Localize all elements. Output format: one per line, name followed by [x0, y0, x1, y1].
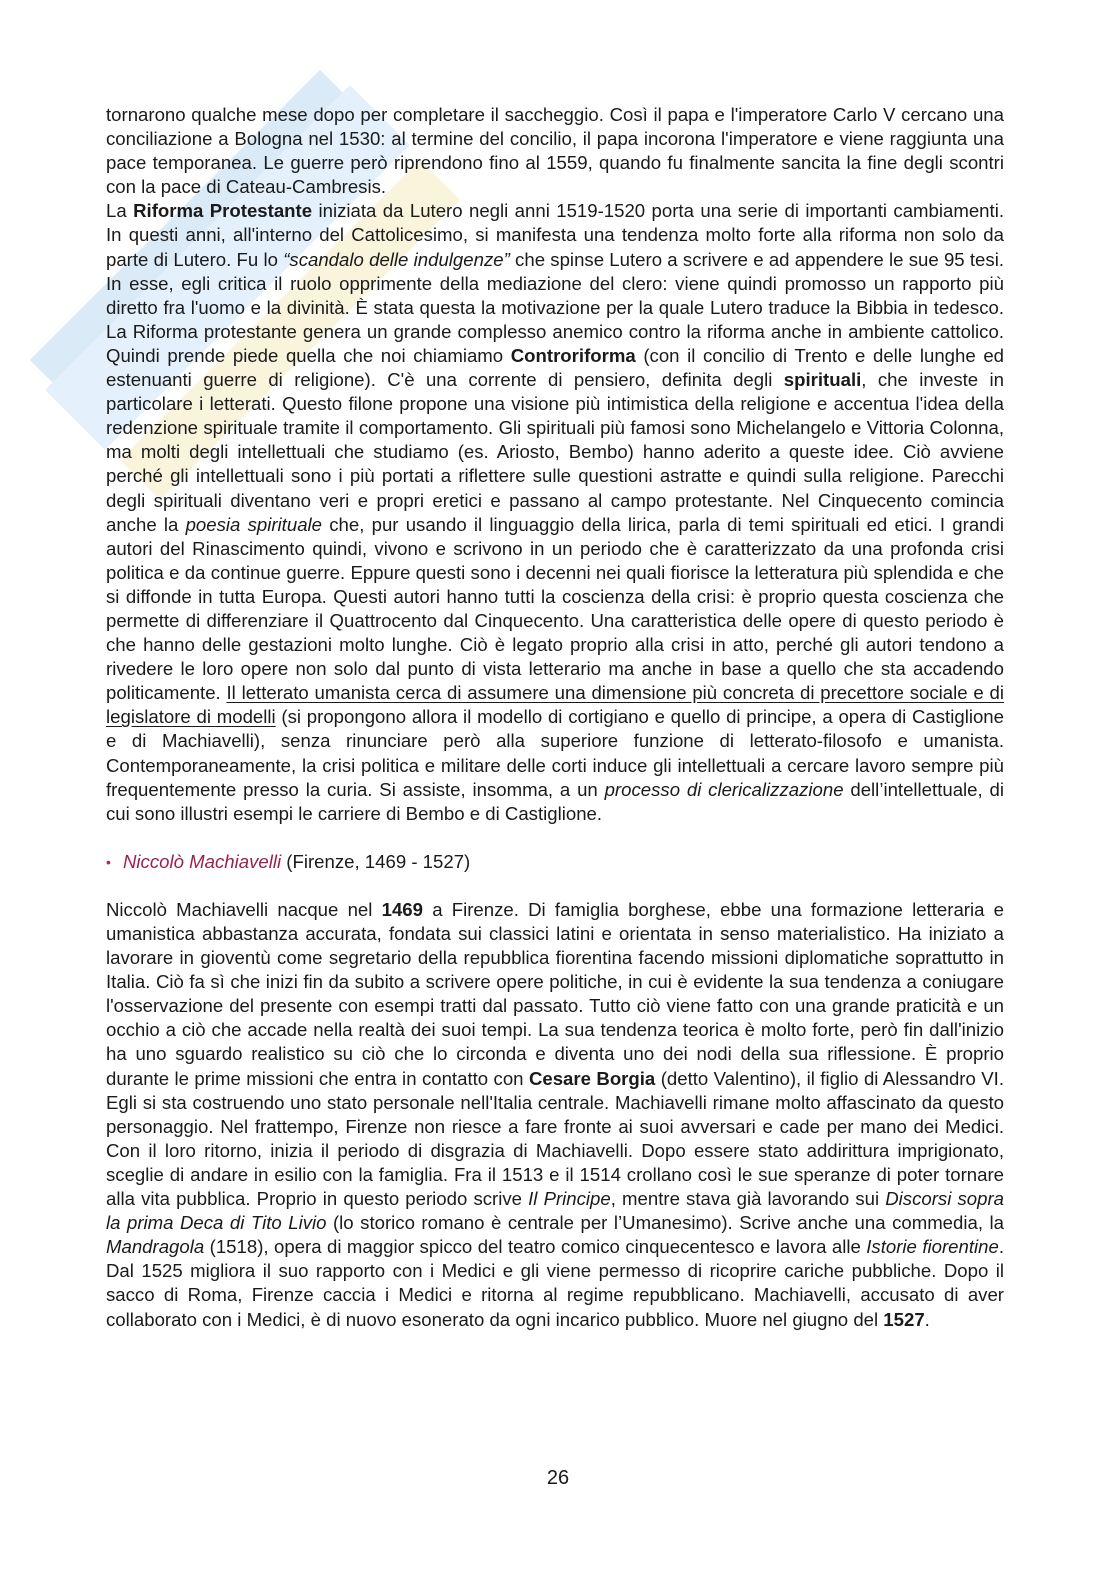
spacer	[106, 874, 1004, 898]
underlined-text: Il letterato umanista cerca di assumere una dimensione più concreta di precettore sociale e di legislatore di modelli	[106, 682, 1004, 728]
text-run: (si propongono allora il modello di cortigiano e quello di principe, a opera di Castiglione e di Machiavelli), senza rinunciare però alla superiore funzione di letterato-filosofo e umanista. Contemporaneamente, la crisi politica e militare delle corti induce gli intellettuali a cercare lavoro sempre più frequentemente presso la curia. Si assiste, insomma, a un	[106, 706, 1004, 800]
bold-term: Cesare Borgia	[528, 1067, 656, 1089]
italic-term: Il Principe	[528, 1188, 611, 1210]
text-run: che spinse Lutero a scrivere e ad appendere le sue 95 tesi. In esse, egli critica il ruolo opprimente della mediazione del clero: viene quindi promosso un rapporto più diretto fra l'uomo e la divinità. È stata questa la motivazione per la quale Lutero traduce la Bibbia in tedesco. La Riforma protestante genera un grande complesso anemico contro la riforma anche in ambiente cattolico. Quindi prende piede quella che noi chiamiamo	[106, 248, 1004, 366]
text-run: Niccolò Machiavelli nacque nel	[106, 898, 382, 920]
text-run: che, pur usando il linguaggio della lirica, parla di temi spirituali ed etici. I grandi autori del Rinascimento quindi, vivono e scrivono in un periodo che è caratterizzato da una profonda crisi politica e da continue guerre. Eppure questi sono i decenni nei quali fiorisce la letteratura più splendida e che si diffonde in tutta Europa. Questi autori hanno tutti la coscienza della crisi: è proprio questa coscienza che permette di differenziare il Quattrocento dal Cinquecento. Una caratteristica delle opere di questo periodo è che hanno delle gestazioni molto lunghe. Ciò è legato proprio alla crisi in atto, perché gli autori tendono a rivedere le loro opere non solo dal punto di vista letterario ma anche in base a quello che sta accadendo politicamente.	[106, 513, 1004, 704]
text-run: , mentre stava già lavorando sui	[610, 1188, 886, 1210]
text-run: a Firenze. Di famiglia borghese, ebbe una formazione letteraria e umanistica abbastanza accurata, fondata sui classici latini e orientata in senso materialistico. Ha iniziato a lavorare in gioventù come segretario della repubblica fiorentina facendo missioni diplomatiche soprattutto in Italia. Ciò fa sì che inizi fin da subito a scrivere opere politiche, in cui è evidente la sua tendenza a coniugare l'osservazione del presente con esempi tratti dal passato. Tutto ciò viene fatto con una grande praticità e un occhio a ciò che accade nella realtà dei suoi tempi. La sua tendenza teorica è molto forte, però fin dall'inizio ha uno sguardo realistico su ciò che lo circonda e diventa uno dei nodi della sua riflessione. È proprio durante le prime missioni che entra in contatto con	[106, 898, 1004, 1089]
document-body	[106, 103, 1004, 1332]
text-run: La	[106, 200, 134, 222]
paragraph-continuation	[106, 103, 1004, 199]
text-run: (1518), opera di maggior spicco del teatro comico cinquecentesco e lavora alle	[204, 1236, 867, 1258]
page-number: 26	[546, 1467, 570, 1489]
text-run: . Dal 1525 migliora il suo rapporto con i Medici e gli viene permesso di ricoprire cariche pubbliche. Dopo il sacco di Roma, Firenze caccia i Medici e ritorna al regime repubblicano. Machiavelli, accusato di aver collaborato con i Medici, è di nuovo esonerato da ogni incarico pubblico. Muore nel giugno del	[106, 1236, 1004, 1330]
paragraph-text: tornarono qualche mese dopo per completare il saccheggio. Così il papa e l'imperatore Carlo V cercano una conciliazione a Bologna nel 1530: al termine del concilio, il papa incorona l'imperatore e viene raggiunta una pace temporanea. Le guerre però riprendono fino al 1559, quando fu finalmente sancita la fine degli scontri con la pace di Cateau-Cambresis.	[106, 104, 1004, 198]
italic-term: Discorsi sopra la prima Deca di Tito Livio	[106, 1188, 1004, 1234]
italic-term: poesia spirituale	[185, 513, 323, 535]
italic-term: “scandalo delle indulgenze”	[283, 248, 510, 270]
text-run: (con il concilio di Trento e delle lunghe ed estenuanti guerre di religione). C'è una corrente di pensiero, definita degli	[106, 344, 1004, 391]
text-run: (lo storico romano è centrale per l’Umanesimo). Scrive anche una commedia, la	[326, 1212, 1004, 1234]
bold-term: spirituali	[783, 369, 862, 391]
text-run: .	[924, 1308, 930, 1330]
paragraph-machiavelli	[106, 898, 1004, 1332]
bold-term: 1469	[381, 898, 423, 920]
text-run: dell’intellettuale, di cui sono illustri esempi le carriere di Bembo e di Castiglione.	[106, 778, 1004, 824]
text-run: , che investe in particolare i letterati. Questo filone propone una visione più intimistica della religione e accentua l'idea della redenzione spirituale tramite il comportamento. Gli spirituali più famosi sono Michelangelo e Vittoria Colonna, ma molti degli intellettuali che studiamo (es. Ariosto, Bembo) hanno aderito a queste idee. Ciò avviene perché gli intellettuali sono i più portati a riflettere sulle questioni astratte e quindi sulla religione. Parecchi degli spirituali diventano veri e propri eretici e passano al campo protestante. Nel Cinquecento comincia anche la	[106, 369, 1004, 535]
text-run: iniziata da Lutero negli anni 1519-1520 porta una serie di importanti cambiamenti. In questi anni, all'interno del Cattolicesimo, si manifesta una tendenza molto forte alla riforma non solo da parte di Lutero. Fu lo	[106, 200, 1004, 270]
italic-term: Mandragola	[106, 1236, 205, 1258]
bullet-icon: •	[106, 853, 111, 870]
spacer	[106, 826, 1004, 850]
bold-term: 1527	[883, 1308, 925, 1330]
paragraph-riforma	[106, 199, 1004, 825]
bold-term: Riforma Protestante	[133, 200, 313, 222]
heading-author-name: Niccolò Machiavelli	[123, 850, 282, 872]
section-heading	[106, 850, 1004, 874]
text-run: (detto Valentino), il figlio di Alessandro VI. Egli si sta costruendo uno stato personale nell'Italia centrale. Machiavelli rimane molto affascinato da questo personaggio. Nel frattempo, Firenze non riesce a fare fronte ai suoi avversari e cade per mano dei Medici. Con il loro ritorno, inizia il periodo di disgrazia di Machiavelli. Dopo essere stato addirittura imprigionato, sceglie di andare in esilio con la famiglia. Fra il 1513 e il 1514 crollano così le sue speranze di poter tornare alla vita pubblica. Proprio in questo periodo scrive	[106, 1067, 1004, 1210]
italic-term: Istorie fiorentine	[866, 1236, 999, 1258]
heading-details: (Firenze, 1469 - 1527)	[281, 850, 471, 872]
bold-term: Controriforma	[510, 344, 636, 366]
italic-term: processo di clericalizzazione	[604, 778, 844, 800]
